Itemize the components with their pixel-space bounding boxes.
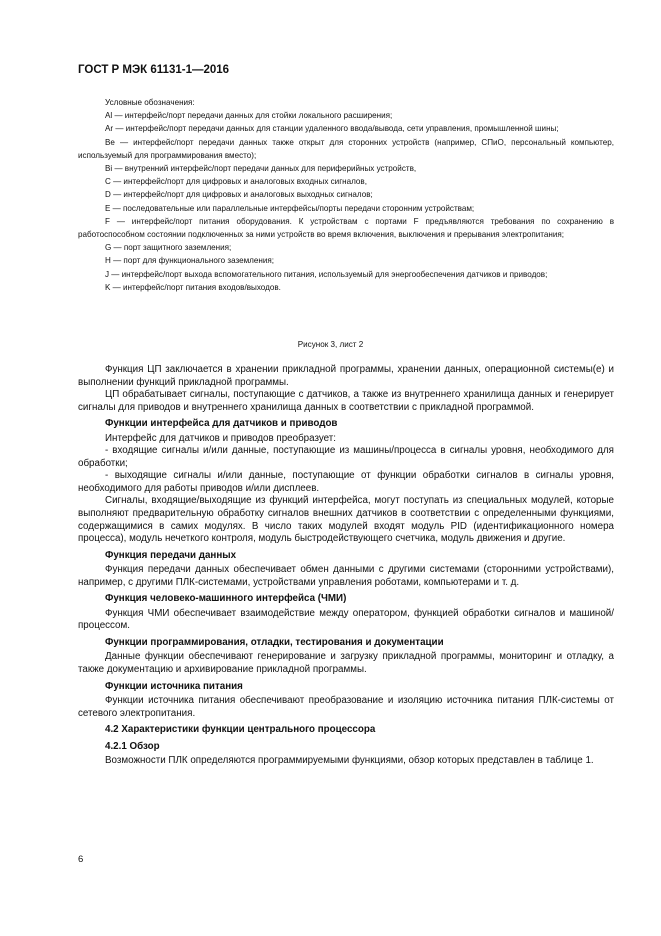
paragraph: Функция ЧМИ обеспечивает взаимодействие между оператором, функцией обработки сигналов и машиной/процессом. [78,607,614,632]
subsection-heading: 4.2.1 Обзор [105,740,160,752]
legend-item: Ar — интерфейс/порт передачи данных для станции удаленного ввода/вывода, сети управления, промышленной шины; [105,124,559,134]
legend-item: H — порт для функционального заземления; [105,256,275,266]
legend-item: K — интерфейс/порт питания входов/выходов. [105,282,281,292]
legend-item: C — интерфейс/порт для цифровых и аналоговых входных сигналов, [105,177,367,187]
legend-title: Условные обозначения: [105,98,195,107]
paragraph: Функции источника питания обеспечивают преобразование и изоляцию источника питания ПЛК-системы от сетевого электропитания. [78,695,614,719]
section-heading: Функции источника питания [105,680,243,692]
legend-item: F — интерфейс/порт питания оборудования. К устройствам с портами F предъявляются требования по сохранению в работоспособном состоянии подключенных за ними устройств во время включения, выключения и прерывания электропитания; [78,216,614,240]
paragraph: Функция передачи данных обеспечивает обмен данными с другими системами (сторонними устройствами), например, с другими ПЛК-системами, устройствами управления роботами, компьютерами и т. д. [78,564,614,588]
figure-caption: Рисунок 3, лист 2 [297,340,364,349]
document-header: ГОСТ Р МЭК 61131-1—2016 [78,64,230,76]
legend-item: Al — интерфейс/порт передачи данных для стойки локального расширения; [105,111,393,121]
paragraph: Интерфейс для датчиков и приводов преобразует: [105,432,336,444]
paragraph: Функция ЦП заключается в хранении прикладной программы, хранении данных, операционной системы(е) и выполнении функций прикладной программы. [78,364,614,388]
paragraph: Данные функции обеспечивают генерирование и загрузку прикладной программы, мониторинг и отладку, а также документацию и архивирование прикладной программы. [78,651,614,676]
legend-item: D — интерфейс/порт для цифровых и аналоговых выходных сигналов; [105,190,373,200]
paragraph: Сигналы, входящие/выходящие из функций интерфейса, могут поступать из специальных модулей, которые выполняют предварительную обработку сигналов внешних датчиков в соответствии с определенными функциями, содержащимися в самих модулях. В число таких модулей входят модуль PID (идентификационного номера процесса), модуль нечеткого контроля, модуль быстродействующего счетчика, модуль движения и другие. [78,495,614,545]
section-heading: Функции программирования, отладки, тестирования и документации [105,636,444,648]
list-item: - входящие сигналы и/или данные, поступающие из машины/процесса в сигналы уровня, необходимого для обработки; [78,445,614,469]
list-item: - выходящие сигналы и/или данные, поступающие от функции обработки сигналов в сигналы уровня, необходимого для работы приводов и/или дисплеев. [78,470,614,494]
page-number: 6 [78,854,84,865]
legend-item: G — порт защитного заземления; [105,243,232,253]
legend-item: Be — интерфейс/порт передачи данных также открыт для сторонних устройств (например, СПиО, персональный компьютер, используемый для программирования вместо); [78,137,614,160]
subsection-heading: 4.2 Характеристики функции центрального процессора [105,724,376,736]
section-heading: Функция передачи данных [105,549,237,561]
legend-item: J — интерфейс/порт выхода вспомогательного питания, используемый для энергообеспечения датчиков и приводов; [105,269,548,279]
paragraph: ЦП обрабатывает сигналы, поступающие с датчиков, а также из внутреннего хранилища данных и генерирует сигналы для приводов и внутреннего хранилища данных в соответствии с прикладной программой. [78,389,614,413]
legend-item: E — последовательные или параллельные интерфейсы/порты передачи сторонним устройствам; [105,203,475,213]
section-heading: Функции интерфейса для датчиков и приводов [105,418,338,430]
paragraph: Возможности ПЛК определяются программируемыми функциями, обзор которых представлен в таблице 1. [105,755,594,767]
legend-item: Bi — внутренний интерфейс/порт передачи данных для периферийных устройств, [105,164,417,174]
document-body [78,364,614,768]
section-heading: Функция человеко-машинного интерфейса (ЧМИ) [105,593,347,605]
figure-legend [78,96,614,294]
